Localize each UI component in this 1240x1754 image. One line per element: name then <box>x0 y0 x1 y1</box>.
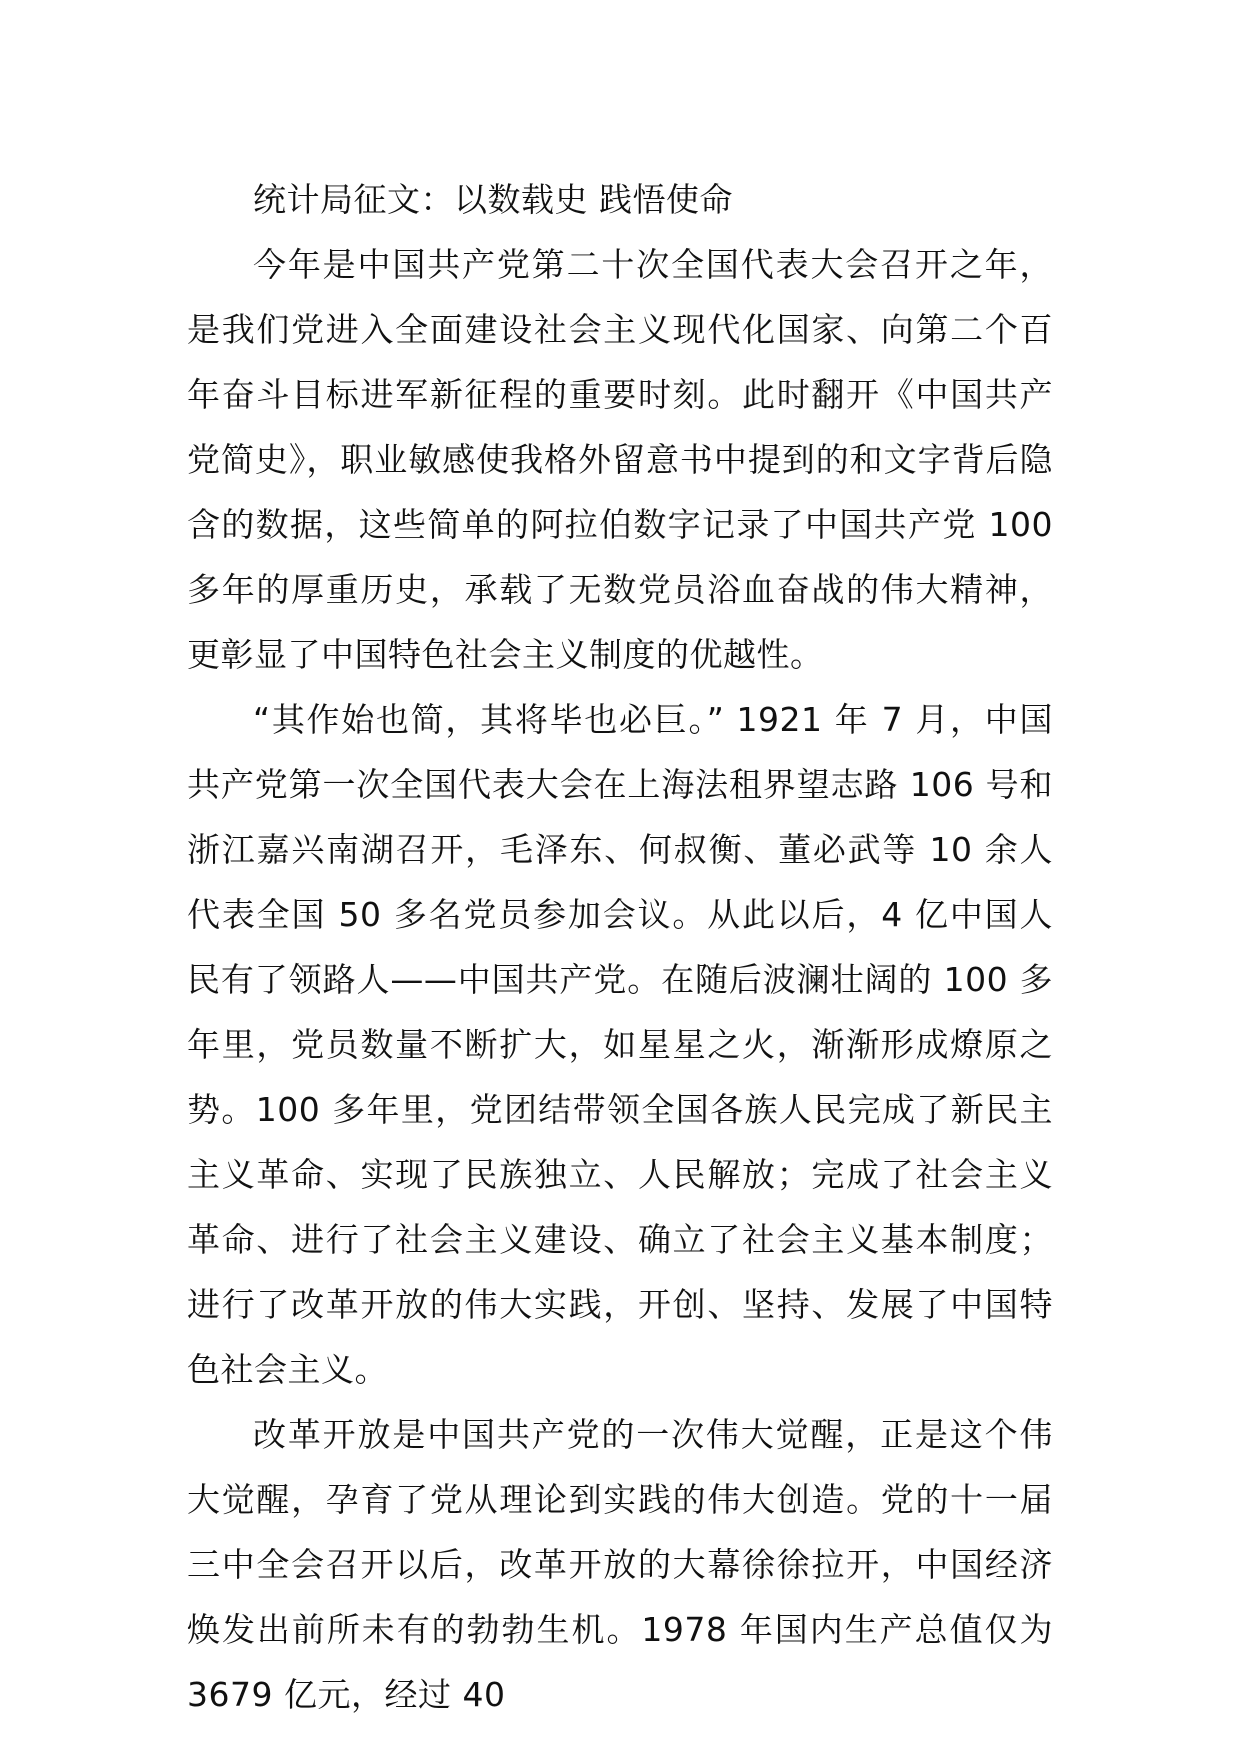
paragraph-2: “其作始也简，其将毕也必巨。” 1921 年 7 月，中国共产党第一次全国代表大会在上海法租界望志路 106 号和浙江嘉兴南湖召开，毛泽东、何叔衡、董必武等 10 余人代表全国 50 多名党员参加会议。从此以后，4 亿中国人民有了领路人——中国共产党。在随后波澜壮阔的 100 多年里，党员数量不断扩大，如星星之火，渐渐形成燎原之势。100 多年里，党团结带领全国各族人民完成了新民主主义革命、实现了民族独立、人民解放；完成了社会主义革命、进行了社会主义建设、确立了社会主义基本制度；进行了改革开放的伟大实践，开创、坚持、发展了中国特色社会主义。 <box>187 700 1053 1389</box>
paragraph-3: 改革开放是中国共产党的一次伟大觉醒，正是这个伟大觉醒，孕育了党从理论到实践的伟大创造。党的十一届三中全会召开以后，改革开放的大幕徐徐拉开，中国经济焕发出前所未有的勃勃生机。1978 年国内生产总值仅为 3679 亿元，经过 40 <box>187 1415 1053 1714</box>
document-title: 统计局征文：以数载史 践悟使命 <box>253 180 733 219</box>
paragraph-1: 今年是中国共产党第二十次全国代表大会召开之年，是我们党进入全面建设社会主义现代化国家、向第二个百年奋斗目标进军新征程的重要时刻。此时翻开《中国共产党简史》，职业敏感使我格外留意书中提到的和文字背后隐含的数据，这些简单的阿拉伯数字记录了中国共产党 100 多年的厚重历史，承载了无数党员浴血奋战的伟大精神，更彰显了中国特色社会主义制度的优越性。 <box>187 245 1053 674</box>
document-body <box>187 167 1053 1727</box>
